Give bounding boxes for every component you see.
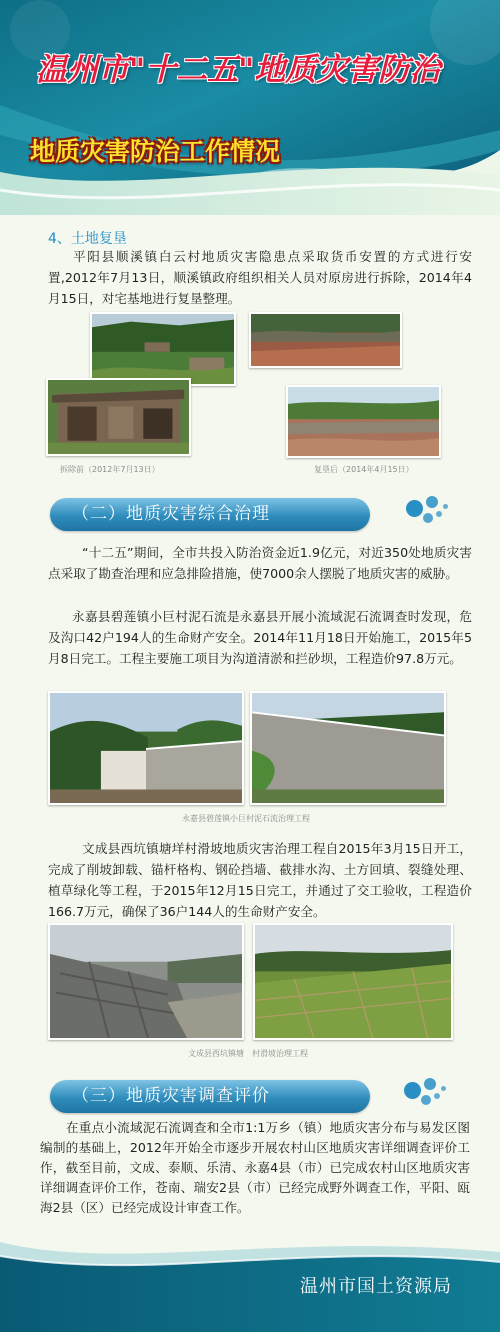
photo-landslide-slope-grid	[48, 923, 244, 1040]
decorative-dot	[443, 504, 448, 509]
paragraph-wencheng-landslide: 文成县西坑镇塘垟村滑坡地质灾害治理工程自2015年3月15日开工，完成了削坡卸载、锚杆格构、钢砼挡墙、截排水沟、土方回填、裂缝处理、植草绿化等工程，于2015年12月15日完工，并通过了交工验收，工程造价166.7万元，确保了36户144人的生命财产安全。	[48, 841, 472, 919]
caption-yongjia-project: 永嘉县碧莲镇小巨村泥石流治理工程	[182, 814, 310, 823]
section-heading-survey-evaluation: （三）地质灾害调查评价	[50, 1080, 370, 1113]
paragraph-investment-summary: “十二五”期间，全市共投入防治资金近1.9亿元，对近350处地质灾害点采取了勘查治理和应急排险措施，使7000余人摆脱了地质灾害的威胁。	[48, 545, 472, 581]
header-background	[0, 0, 500, 215]
section-heading-comprehensive-treatment: （二）地质灾害综合治理	[50, 498, 370, 531]
decorative-dot	[434, 1093, 440, 1099]
photo-hillside-village	[90, 312, 236, 386]
caption-wencheng-project: 文成县西坑镇塘 村滑坡治理工程	[188, 1049, 308, 1058]
section-heading-land-reclamation: 4、土地复垦	[48, 231, 127, 247]
decorative-dot	[441, 1086, 446, 1091]
decorative-dot	[436, 511, 442, 517]
paragraph-land-reclamation: 平阳县顺溪镇白云村地质灾害隐患点采取货币安置的方式进行安置,2012年7月13日，顺溪镇政府组织相关人员对原房进行拆除，2014年4月15日，对宅基地进行复垦整理。	[48, 249, 472, 306]
decorative-dot	[404, 1082, 421, 1099]
photo-retaining-wall	[250, 691, 446, 805]
paragraph-yongjia-debris-flow: 永嘉县碧莲镇小巨村泥石流是永嘉县开展小流域泥石流调查时发现，危及沟口42户194人的生命财产安全。2014年11月18日开始施工，2015年5月8日完工。工程主要施工项目为沟道清淤和拦砂坝，工程造价97.8万元。	[48, 609, 472, 666]
footer-organization: 温州市国土资源局	[300, 1276, 452, 1297]
decorative-dot	[423, 513, 433, 523]
header-banner	[0, 0, 500, 215]
photo-old-house-before-demolition	[46, 378, 191, 456]
caption-before-demolition: 拆除前（2012年7月13日）	[60, 465, 160, 474]
photo-check-dam	[48, 691, 244, 805]
decorative-dot	[406, 500, 423, 517]
banner-subtitle: 地质灾害防治工作情况	[30, 137, 281, 166]
photo-grassed-slope	[253, 923, 453, 1040]
banner-title: 温州市"十二五"地质灾害防治	[36, 52, 441, 88]
photo-reclaimed-land	[286, 385, 441, 458]
paragraph-survey-evaluation: 在重点小流域泥石流调查和全市1:1万乡（镇）地质灾害分布与易发区图编制的基础上，2012年开始全市逐步开展农村山区地质灾害详细调查评价工作，截至目前，文成、泰顺、乐清、永嘉4县（市）已完成农村山区地质灾害详细调查评价工作，苍南、瑞安2县（市）已经完成野外调查工作，平阳、瓯海2县（区）已经完成设计审查工作。	[40, 1120, 470, 1215]
caption-after-reclamation: 复垦后（2014年4月15日）	[314, 465, 414, 474]
photo-cleared-site	[249, 312, 402, 368]
decorative-dot	[424, 1078, 436, 1090]
decorative-dot	[421, 1095, 431, 1105]
decorative-dot	[426, 496, 438, 508]
